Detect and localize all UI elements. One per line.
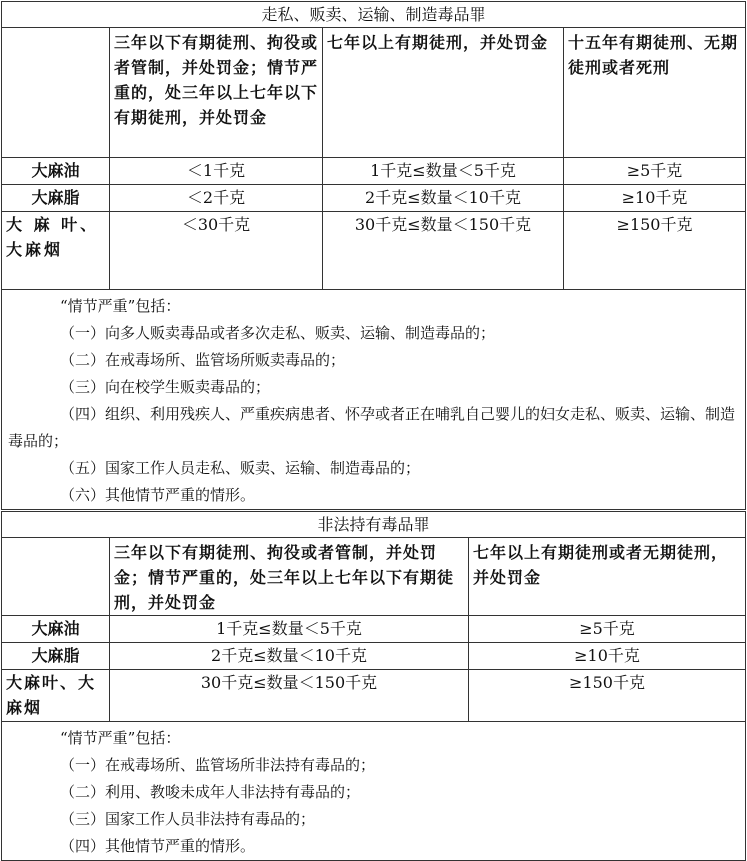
threshold-cell: ≥5千克 (469, 616, 746, 643)
threshold-cell: ≥5千克 (564, 158, 746, 185)
note-item: （一）在戒毒场所、监管场所非法持有毒品的； (60, 756, 376, 774)
threshold-cell: ≥10千克 (564, 185, 746, 212)
note-item: （二）利用、教唆未成年人非法持有毒品的； (60, 783, 361, 801)
table-title: 非法持有毒品罪 (2, 512, 746, 538)
drug-name-cell: 大 麻 叶、大麻烟 (2, 212, 110, 290)
threshold-cell: ≥150千克 (469, 670, 746, 722)
threshold-cell: 30千克≤数量＜150千克 (323, 212, 564, 290)
threshold-cell: 1千克≤数量＜5千克 (110, 616, 469, 643)
header-row (2, 28, 746, 158)
header-corner-cell (2, 538, 110, 616)
threshold-cell: ≥10千克 (469, 643, 746, 670)
drug-name-cell: 大麻叶、大麻烟 (2, 670, 110, 722)
table-row (2, 185, 746, 212)
notes-cell (2, 290, 746, 510)
header-row (2, 538, 746, 616)
table-row (2, 643, 746, 670)
penalty-header-high: 十五年有期徒刑、无期徒刑或者死刑 (564, 28, 746, 158)
drug-name-cell: 大麻脂 (2, 185, 110, 212)
smuggling-table (1, 1, 746, 510)
header-corner-cell (2, 28, 110, 158)
note-item: （三）国家工作人员非法持有毒品的； (60, 810, 316, 828)
drug-name-cell: 大麻油 (2, 616, 110, 643)
threshold-cell: 2千克≤数量＜10千克 (110, 643, 469, 670)
penalty-header-mid: 七年以上有期徒刑，并处罚金 (323, 28, 564, 158)
note-item: （四）其他情节严重的情形。 (60, 837, 256, 855)
table-row (2, 158, 746, 185)
threshold-cell: 1千克≤数量＜5千克 (323, 158, 564, 185)
drug-name-cell: 大麻油 (2, 158, 110, 185)
table-row (2, 212, 746, 290)
table-row (2, 616, 746, 643)
table-title-row (2, 512, 746, 538)
threshold-cell: ≥150千克 (564, 212, 746, 290)
threshold-cell: ＜1千克 (110, 158, 323, 185)
threshold-cell: ＜2千克 (110, 185, 323, 212)
penalty-header-low: 三年以下有期徒刑、拘役或者管制，并处罚金；情节严重的，处三年以上七年以下有期徒刑，并处罚金 (110, 538, 469, 616)
penalty-header-high: 七年以上有期徒刑或者无期徒刑，并处罚金 (469, 538, 746, 616)
table-title: 走私、贩卖、运输、制造毒品罪 (2, 2, 746, 28)
note-item: （六）其他情节严重的情形。 (60, 486, 256, 504)
note-item: （一）向多人贩卖毒品或者多次走私、贩卖、运输、制造毒品的； (60, 324, 496, 342)
note-item: （二）在戒毒场所、监管场所贩卖毒品的； (60, 351, 346, 369)
table-title-row (2, 2, 746, 28)
note-item: （三）向在校学生贩卖毒品的； (60, 378, 271, 396)
drug-name-cell: 大麻脂 (2, 643, 110, 670)
notes-row (2, 722, 746, 861)
possession-table (1, 511, 746, 861)
note-item: （四）组织、利用残疾人、严重疾病患者、怀孕或者正在哺乳自己婴儿的妇女走私、贩卖、运输、制造毒品的； (8, 405, 736, 450)
threshold-cell: 30千克≤数量＜150千克 (110, 670, 469, 722)
note-item: （五）国家工作人员走私、贩卖、运输、制造毒品的； (60, 459, 421, 477)
table-row (2, 670, 746, 722)
threshold-cell: 2千克≤数量＜10千克 (323, 185, 564, 212)
threshold-cell: ＜30千克 (110, 212, 323, 290)
penalty-header-low: 三年以下有期徒刑、拘役或者管制，并处罚金；情节严重的，处三年以上七年以下有期徒刑，并处罚金 (110, 28, 323, 158)
notes-intro: “情节严重”包括： (60, 729, 181, 747)
notes-row (2, 290, 746, 510)
notes-intro: “情节严重”包括： (60, 297, 181, 315)
notes-cell (2, 722, 746, 861)
